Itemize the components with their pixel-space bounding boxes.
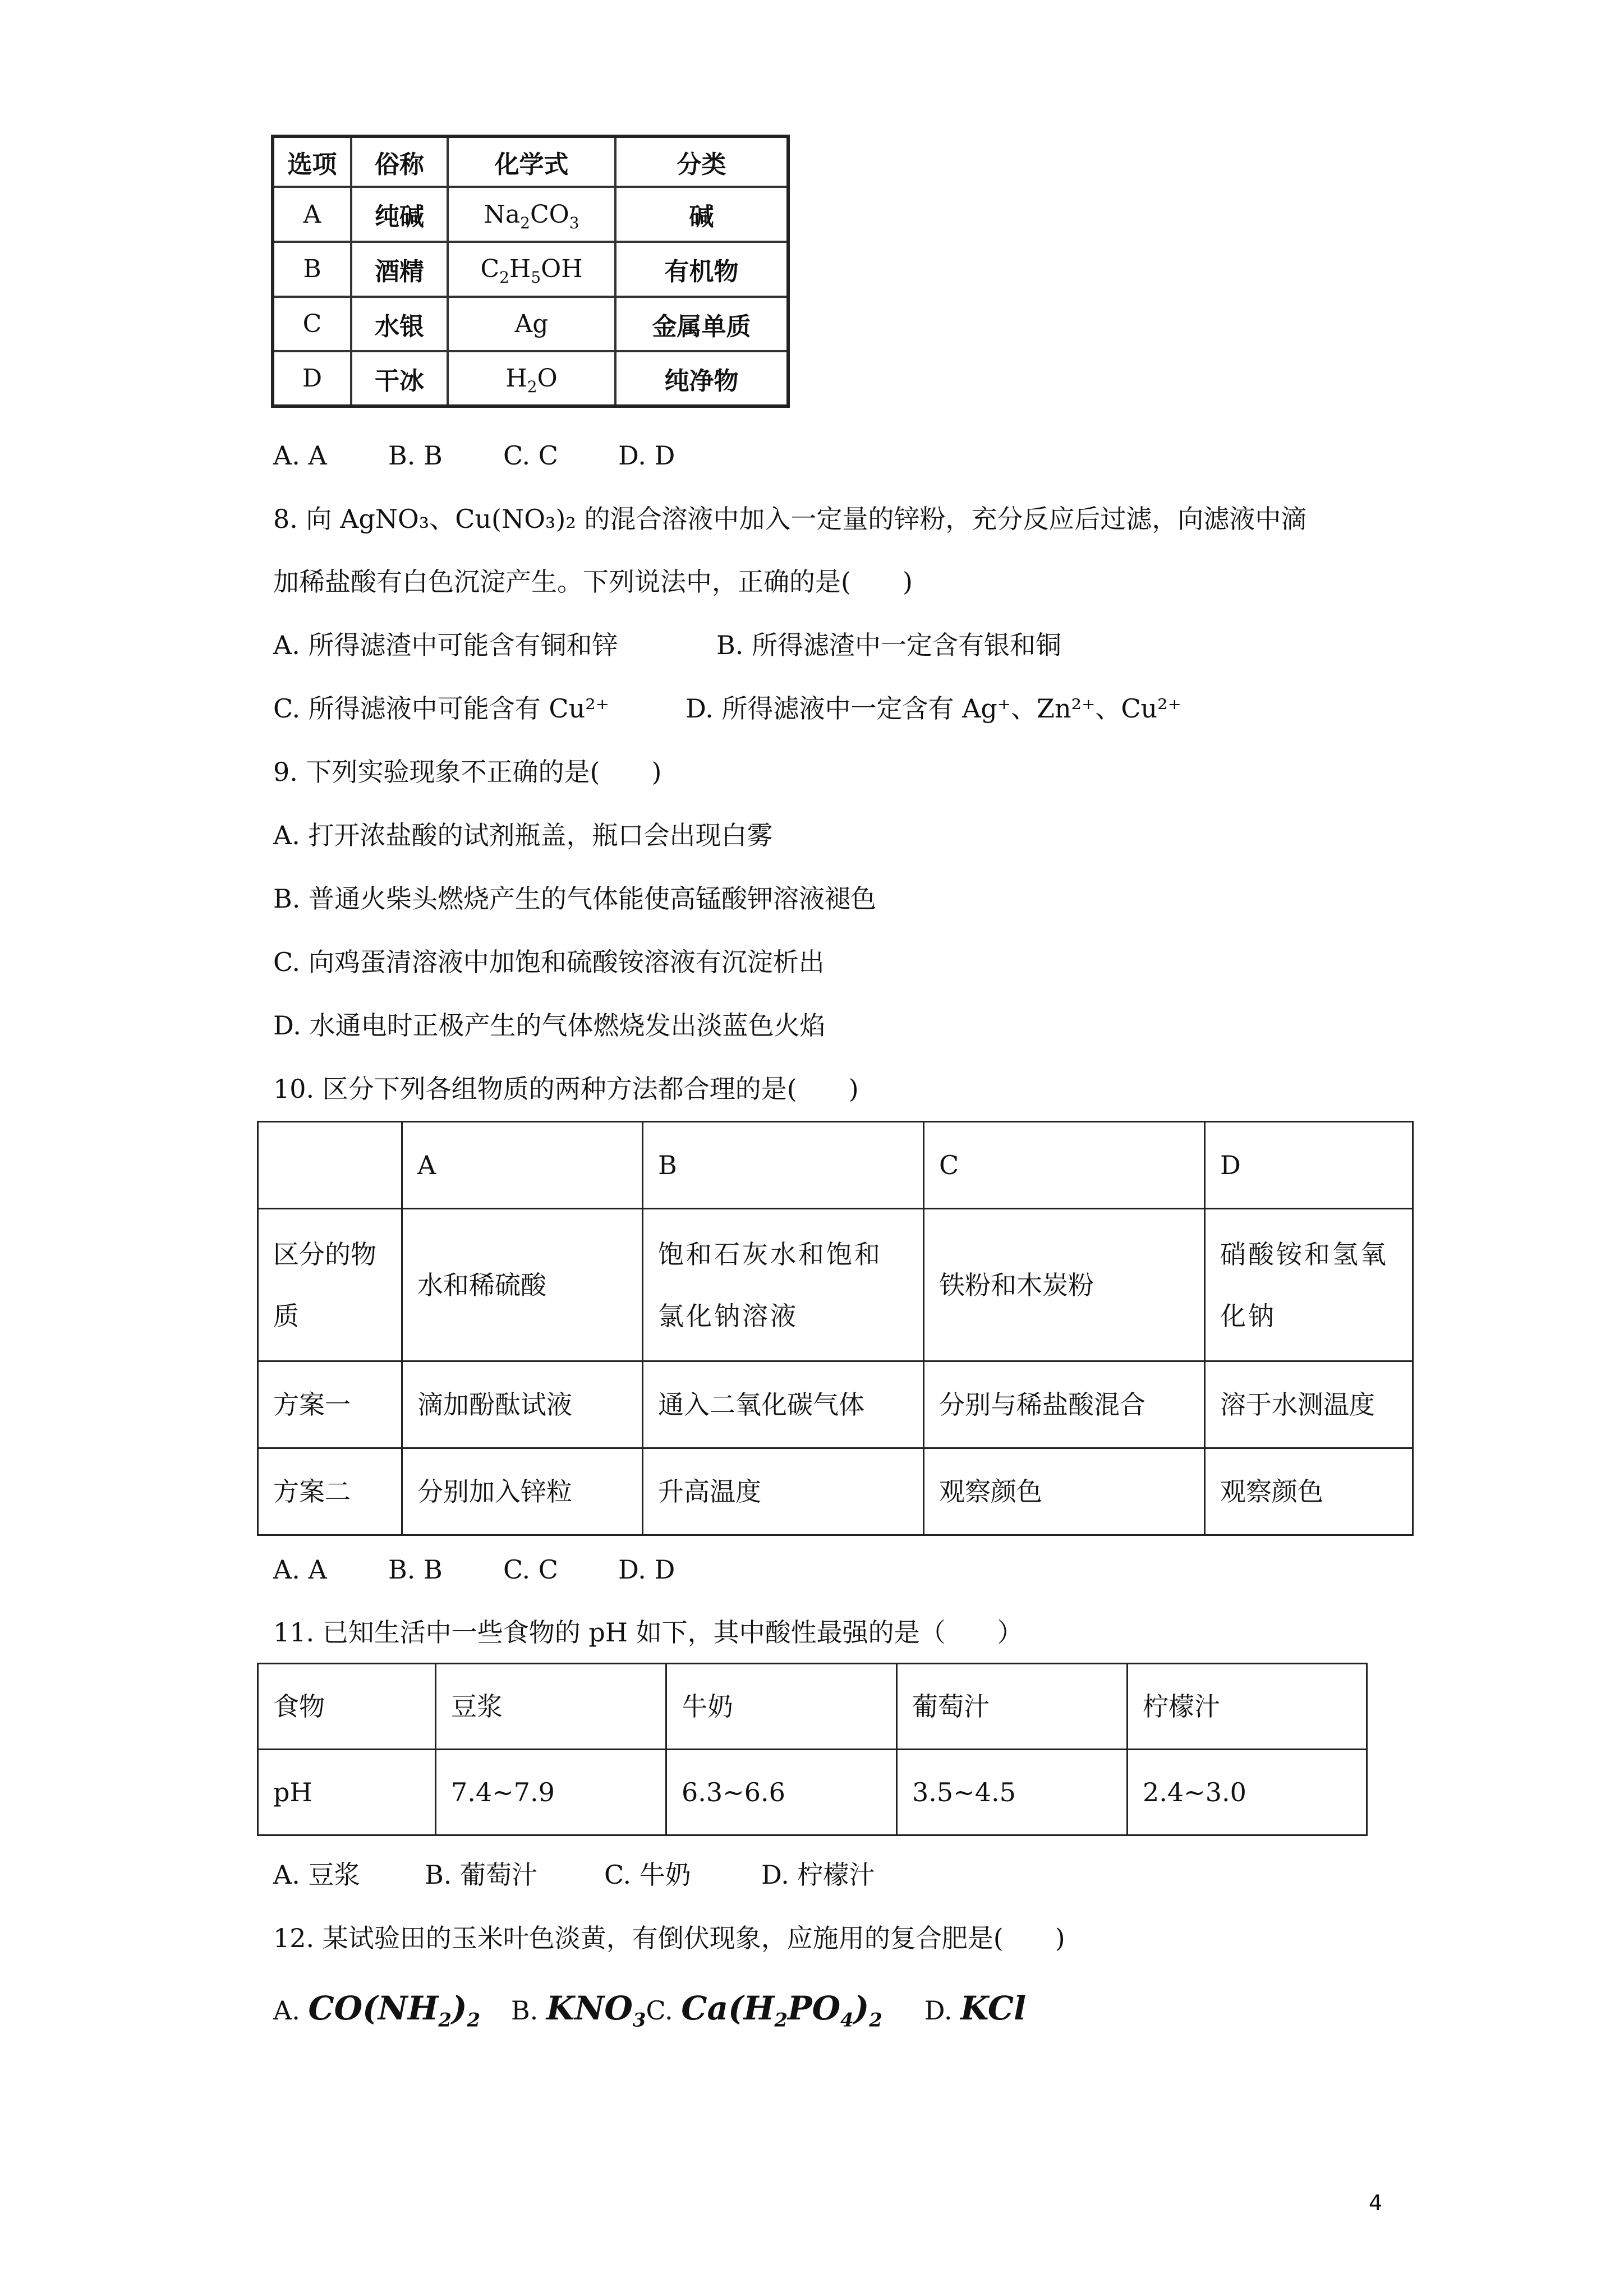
q10-cell: 通入二氧化碳气体 <box>643 1361 924 1448</box>
q10-cell: 升高温度 <box>643 1448 924 1535</box>
q10-cell: 溶于水测温度 <box>1205 1361 1413 1448</box>
q11-cell: 柠檬汁 <box>1128 1664 1367 1750</box>
q11-option-c: C. 牛奶 <box>604 1860 691 1890</box>
q10-cell: 硝酸铵和氢氧化钠 <box>1205 1209 1413 1361</box>
q12-option-c-formula: $Ca(H_2PO_4)_2$ <box>681 1989 882 2032</box>
q12-option-d-label: D. <box>924 1995 953 2026</box>
q9-option-c: C. 向鸡蛋清溶液中加饱和硫酸铵溶液有沉淀析出 <box>273 947 825 977</box>
q10-row-label: 方案一 <box>258 1361 402 1448</box>
q7-cell: 有机物 <box>615 242 788 297</box>
q11-table <box>257 1663 1368 1836</box>
q11-stem: 11. 已知生活中一些食物的 pH 如下，其中酸性最强的是（ ） <box>273 1617 1023 1648</box>
q12-option-a-label: A. <box>273 1995 300 2026</box>
q7-cell: B <box>273 242 351 297</box>
q11-row-label: 食物 <box>258 1664 436 1750</box>
q11-cell: 7.4~7.9 <box>436 1750 666 1835</box>
q7-cell: 碱 <box>615 187 788 242</box>
q8-options-row1 <box>273 628 1061 662</box>
q7-cell: 酒精 <box>351 242 448 297</box>
q11-cell: 6.3~6.6 <box>666 1750 897 1835</box>
q7-header-cell: 分类 <box>615 136 788 187</box>
q11-option-a: A. 豆浆 <box>273 1860 360 1890</box>
q10-header-cell: C <box>924 1122 1205 1209</box>
q8-option-d: D. 所得滤液中一定含有 Ag⁺、Zn²⁺、Cu²⁺ <box>686 693 1181 724</box>
q10-row-label: 区分的物质 <box>258 1209 402 1361</box>
q11-cell: 牛奶 <box>666 1664 897 1750</box>
page-number: 4 <box>1369 2191 1383 2215</box>
q10-option-b: B. B <box>388 1554 443 1585</box>
q10-header-cell <box>258 1122 402 1209</box>
q7-cell: A <box>273 187 351 242</box>
q10-cell: 饱和石灰水和饱和氯化钠溶液 <box>643 1209 924 1361</box>
q11-option-d: D. 柠檬汁 <box>761 1860 875 1890</box>
q7-formula-cell: $Na_2CO_3$ <box>448 187 615 242</box>
q9-option-b: B. 普通火柴头燃烧产生的气体能使高锰酸钾溶液褪色 <box>273 884 877 914</box>
q7-table <box>271 135 790 408</box>
q7-cell: 金属单质 <box>615 297 788 352</box>
q12-option-c-label: C. <box>646 1995 673 2026</box>
q10-options <box>273 1553 675 1586</box>
q11-cell: 2.4~3.0 <box>1128 1750 1367 1835</box>
q12-option-b-formula: $KNO_3$ <box>546 1989 646 2032</box>
q12-option-b-label: B. <box>510 1995 539 2026</box>
q7-option-d: D. D <box>618 440 675 471</box>
q10-cell: 滴加酚酞试液 <box>402 1361 643 1448</box>
q7-header-cell: 俗称 <box>351 136 448 187</box>
q8-stem-line2: 加稀盐酸有白色沉淀产生。下列说法中，正确的是( ) <box>273 567 913 597</box>
q7-header-cell: 选项 <box>273 136 351 187</box>
q11-row-label: pH <box>258 1750 436 1835</box>
q10-cell: 分别与稀盐酸混合 <box>924 1361 1205 1448</box>
q8-option-c: C. 所得滤液中可能含有 Cu²⁺ <box>273 693 609 724</box>
q7-cell: 纯碱 <box>351 187 448 242</box>
q10-table <box>257 1121 1414 1536</box>
q7-formula-cell: Ag <box>448 297 615 352</box>
q11-cell: 豆浆 <box>436 1664 666 1750</box>
q10-cell: 水和稀硫酸 <box>402 1209 643 1361</box>
q7-options <box>273 439 675 472</box>
q9-stem: 9. 下列实验现象不正确的是( ) <box>273 757 662 787</box>
q10-stem: 10. 区分下列各组物质的两种方法都合理的是( ) <box>273 1074 859 1104</box>
q10-option-d: D. D <box>618 1554 675 1585</box>
q11-options <box>273 1858 875 1892</box>
q7-cell: 纯净物 <box>615 351 788 406</box>
q11-cell: 3.5~4.5 <box>897 1750 1128 1835</box>
q10-cell: 铁粉和木炭粉 <box>924 1209 1205 1361</box>
q7-cell: 干冰 <box>351 351 448 406</box>
q10-option-a: A. A <box>273 1554 327 1585</box>
q12-stem: 12. 某试验田的玉米叶色淡黄，有倒伏现象，应施用的复合肥是( ) <box>273 1923 1065 1953</box>
q10-cell: 观察颜色 <box>1205 1448 1413 1535</box>
q12-option-a-formula: $CO(NH_2)_2$ <box>308 1989 481 2032</box>
q8-stem-line1: 8. 向 AgNO₃、Cu(NO₃)₂ 的混合溶液中加入一定量的锌粉，充分反应后过滤，向滤液中滴 <box>273 504 1307 534</box>
q10-header-cell: D <box>1205 1122 1413 1209</box>
q7-cell: D <box>273 351 351 406</box>
q9-option-a: A. 打开浓盐酸的试剂瓶盖，瓶口会出现白雾 <box>273 820 773 850</box>
q11-cell: 葡萄汁 <box>897 1664 1128 1750</box>
q7-option-a: A. A <box>273 440 327 471</box>
q12-option-d-formula: KCl <box>960 1989 1027 2027</box>
q12-options <box>273 1986 1026 2031</box>
q10-header-cell: A <box>402 1122 643 1209</box>
q11-option-b: B. 葡萄汁 <box>425 1860 538 1890</box>
q7-header-cell: 化学式 <box>448 136 615 187</box>
q10-option-c: C. C <box>503 1554 558 1585</box>
q7-cell: C <box>273 297 351 352</box>
q10-cell: 观察颜色 <box>924 1448 1205 1535</box>
q10-header-cell: B <box>643 1122 924 1209</box>
q8-option-b: B. 所得滤渣中一定含有银和铜 <box>716 630 1062 660</box>
q7-formula-cell: $H_2O$ <box>448 351 615 406</box>
q8-option-a: A. 所得滤渣中可能含有铜和锌 <box>273 630 618 660</box>
q10-cell: 分别加入锌粒 <box>402 1448 643 1535</box>
q8-options-row2 <box>273 692 1181 725</box>
q7-option-b: B. B <box>388 440 443 471</box>
q7-cell: 水银 <box>351 297 448 352</box>
q7-formula-cell: $C_2H_5OH$ <box>448 242 615 297</box>
q7-option-c: C. C <box>503 440 558 471</box>
q9-option-d: D. 水通电时正极产生的气体燃烧发出淡蓝色火焰 <box>273 1010 826 1041</box>
q10-row-label: 方案二 <box>258 1448 402 1535</box>
